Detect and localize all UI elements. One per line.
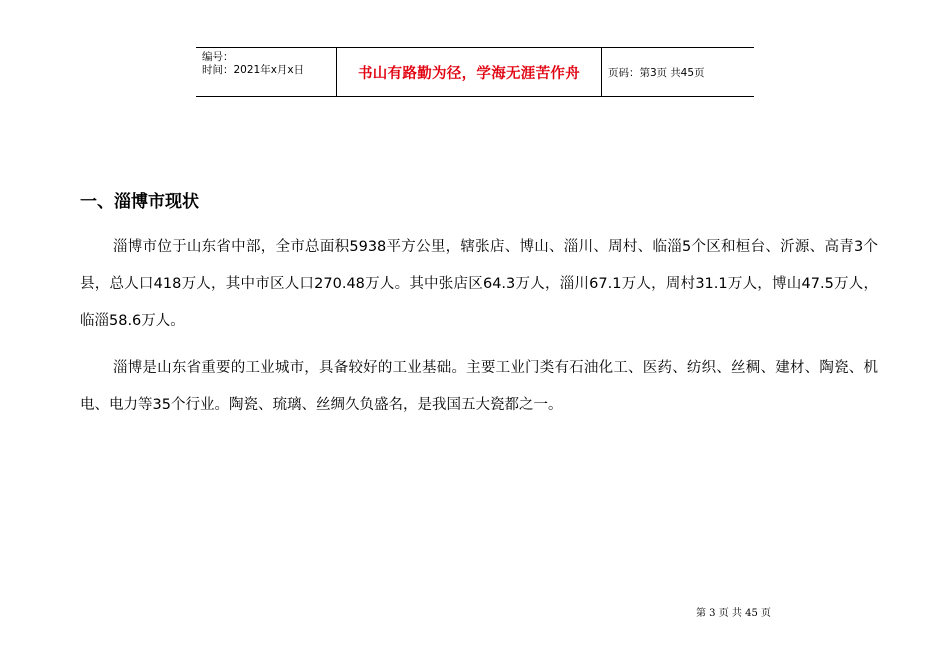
paragraph: 淄博是山东省重要的工业城市，具备较好的工业基础。主要工业门类有石油化工、医药、纺织、丝稠、建材、陶瓷、机电、电力等35个行业。陶瓷、琉璃、丝绸久负盛名，是我国五大瓷都之一。 [80, 360, 878, 413]
number-label: 编号： [202, 51, 234, 63]
page-header [196, 47, 754, 97]
time-line [202, 64, 336, 77]
page-current: 第3页 [639, 66, 668, 79]
header-motto: 书山有路勤为径，学海无涯苦作舟 [358, 65, 580, 82]
header-motto-cell [337, 48, 602, 96]
time-value: 2021年x月x日 [233, 64, 305, 76]
page-label: 页码： [608, 66, 640, 79]
paragraph: 淄博市位于山东省中部，全市总面积5938平方公里，辖张店、博山、淄川、周村、临淄5个区和桓台、沂源、高青3个县，总人口418万人，其中市区人口270.48万人。其中张店区64.3万人，淄川67.1万人，周村31.1万人，博山47.5万人，临淄58.6万人。 [80, 239, 878, 329]
header-meta-cell [196, 48, 337, 96]
page-footer: 第 3 页 共 45 页 [696, 608, 771, 619]
time-label: 时间： [202, 64, 234, 76]
section-title: 一、淄博市现状 [80, 192, 199, 212]
page-total: 共45页 [670, 66, 705, 79]
header-page-cell [602, 48, 754, 96]
